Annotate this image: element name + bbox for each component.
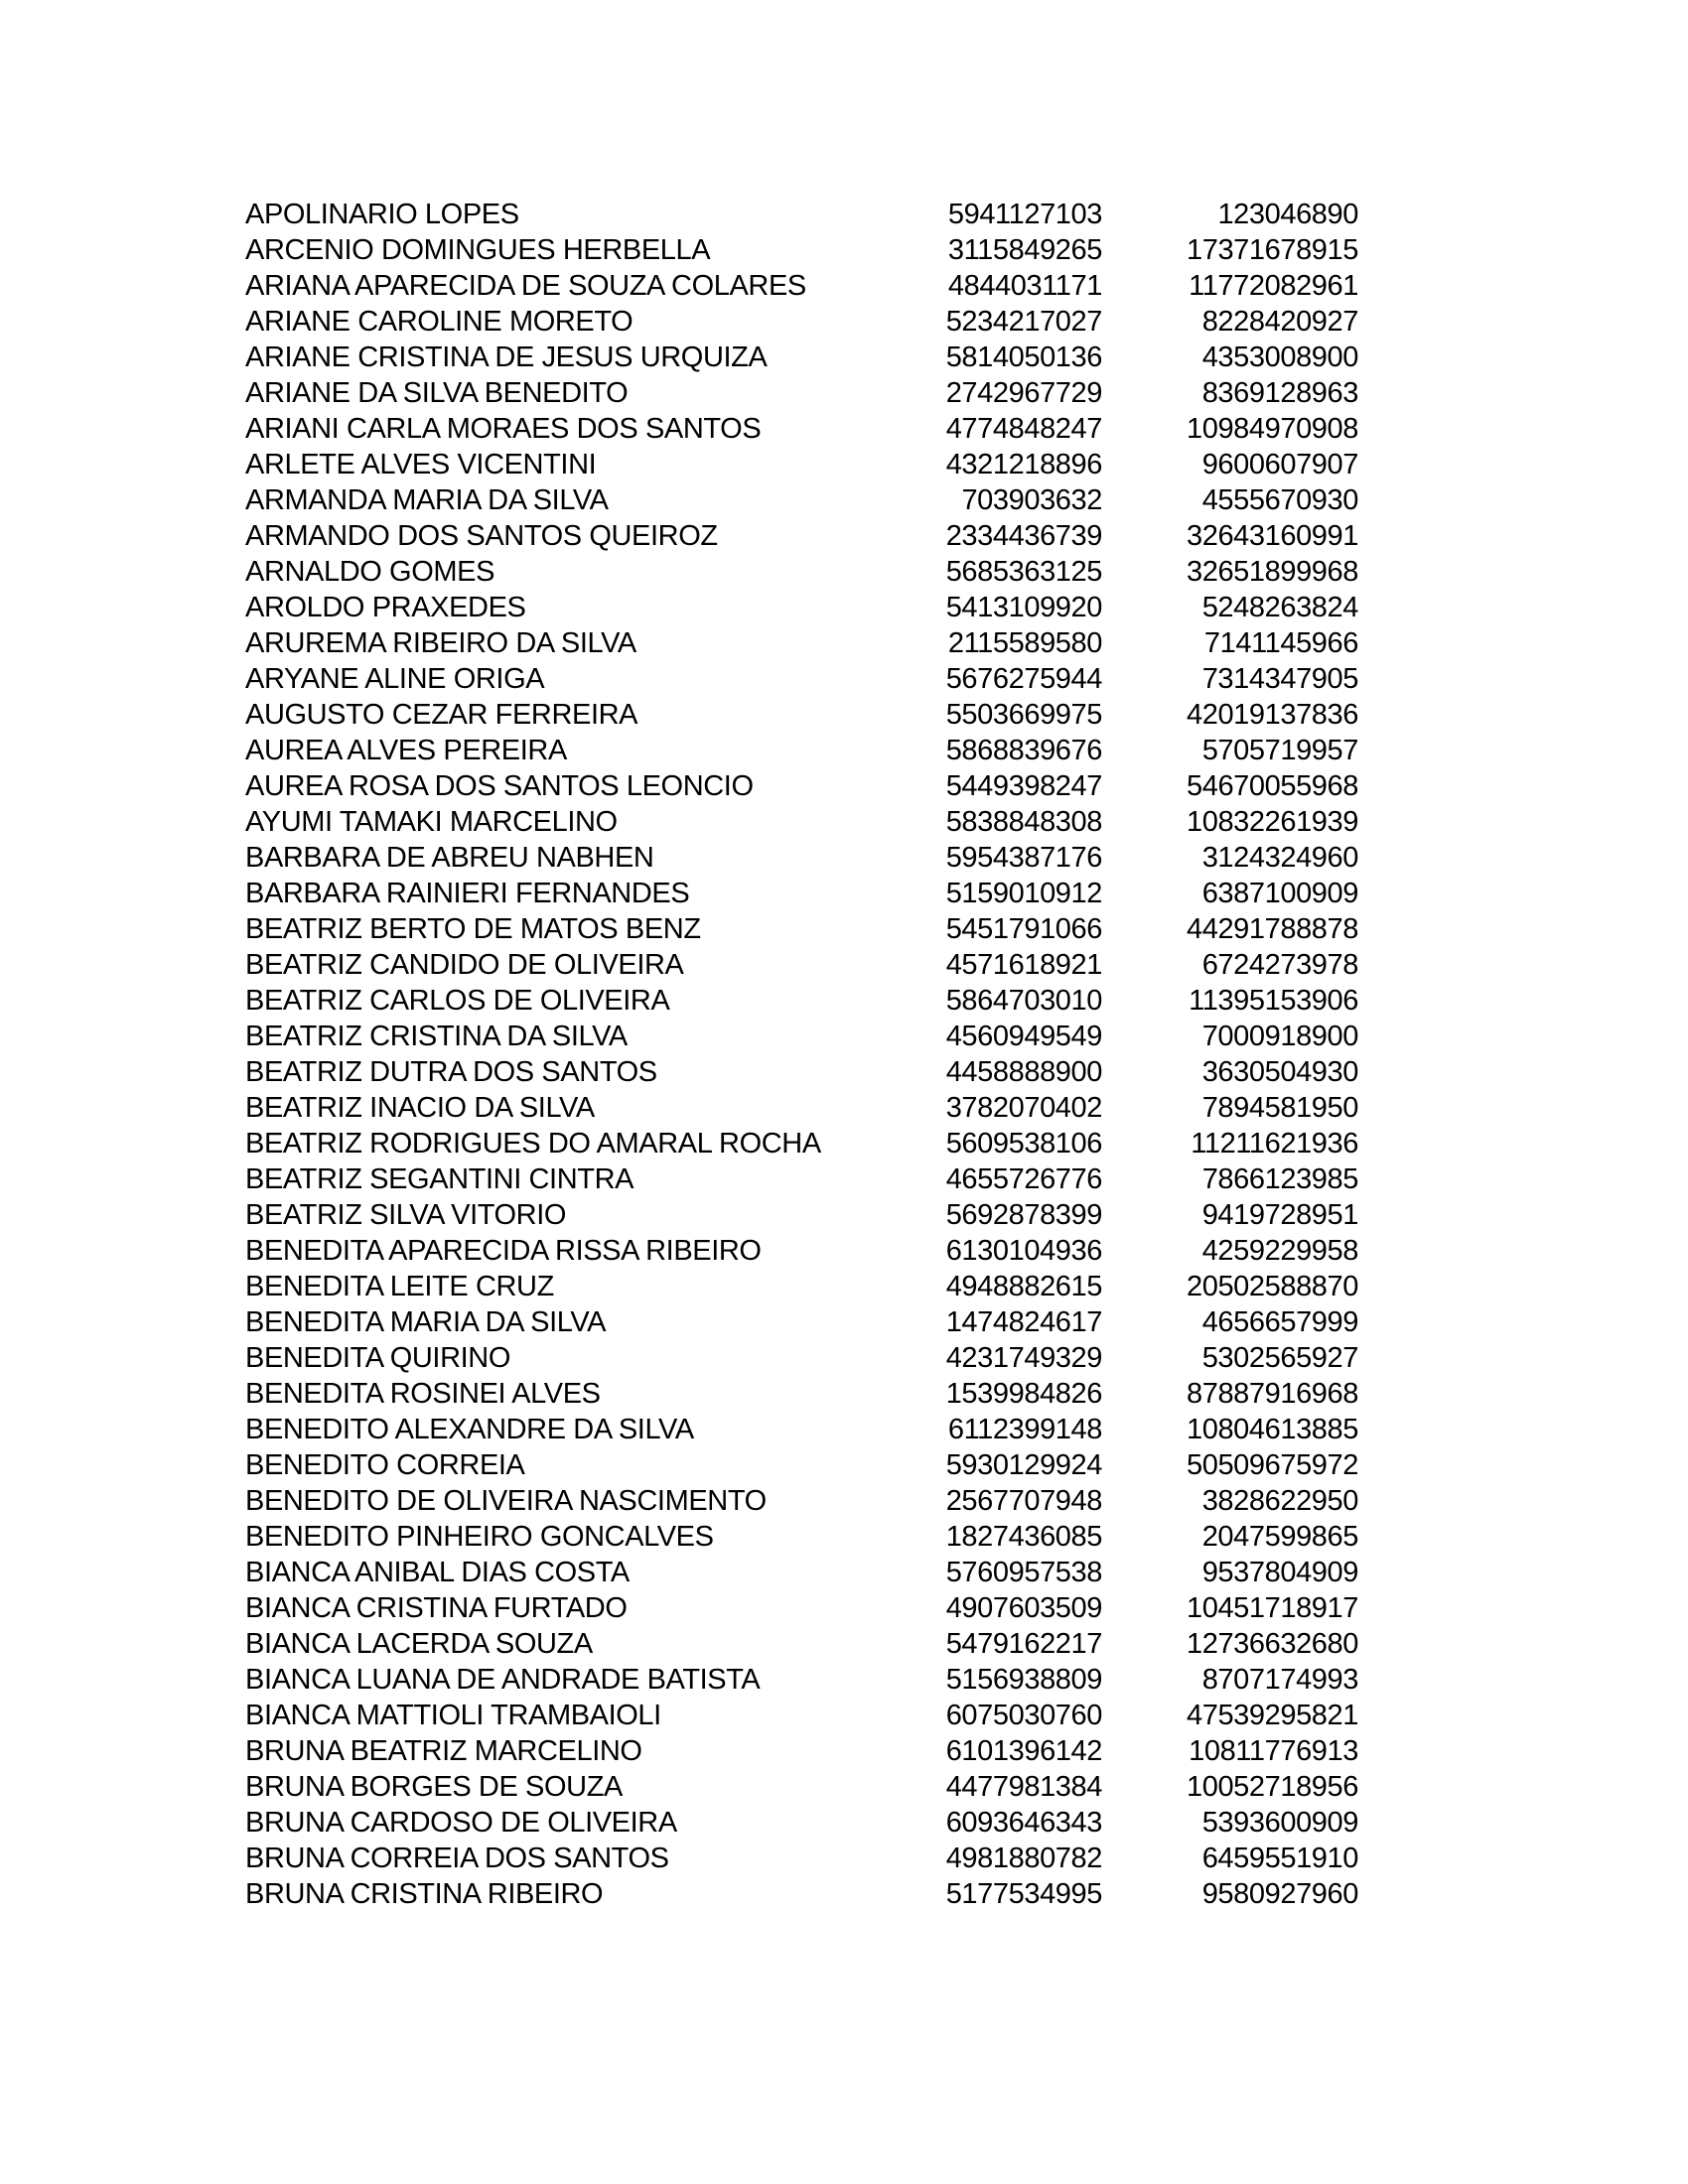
table-row (245, 1197, 1358, 1233)
table-row (245, 304, 1358, 340)
table-row (245, 197, 1358, 232)
person-name-cell: BARBARA RAINIERI FERNANDES (245, 878, 690, 909)
person-name-cell: BEATRIZ BERTO DE MATOS BENZ (245, 913, 701, 945)
table-row (245, 1376, 1358, 1412)
number-a-cell: 5868839676 (945, 735, 1102, 766)
number-a-cell: 2567707948 (945, 1485, 1102, 1517)
table-row (245, 840, 1358, 876)
number-b-cell: 11395153906 (1189, 985, 1358, 1017)
table-row (245, 625, 1358, 661)
number-b-cell: 10052718956 (1186, 1771, 1358, 1803)
number-a-cell: 1827436085 (945, 1521, 1102, 1553)
person-name-cell: BENEDITA LEITE CRUZ (245, 1271, 554, 1302)
number-b-cell: 9537804909 (1201, 1557, 1358, 1588)
number-b-cell: 4259229958 (1201, 1235, 1358, 1267)
number-a-cell: 5156938809 (945, 1664, 1102, 1696)
person-name-cell: BARBARA DE ABREU NABHEN (245, 842, 654, 874)
number-a-cell: 5676275944 (945, 663, 1102, 695)
table-row (245, 1304, 1358, 1340)
number-a-cell: 6075030760 (945, 1700, 1102, 1731)
table-row (245, 518, 1358, 554)
number-b-cell: 123046890 (1217, 199, 1358, 230)
table-row (245, 1733, 1358, 1769)
table-row (245, 1519, 1358, 1555)
table-row (245, 876, 1358, 911)
person-name-cell: BRUNA CORREIA DOS SANTOS (245, 1843, 669, 1874)
person-name-cell: ARMANDO DOS SANTOS QUEIROZ (245, 520, 718, 552)
number-b-cell: 5248263824 (1201, 592, 1358, 623)
person-name-cell: BEATRIZ INACIO DA SILVA (245, 1092, 595, 1124)
number-a-cell: 4321218896 (945, 449, 1102, 480)
number-a-cell: 2115589580 (947, 627, 1102, 659)
number-b-cell: 10804613885 (1186, 1414, 1358, 1445)
person-name-cell: BENEDITO PINHEIRO GONCALVES (245, 1521, 714, 1553)
person-name-cell: BEATRIZ DUTRA DOS SANTOS (245, 1056, 657, 1088)
person-name-cell: BEATRIZ CARLOS DE OLIVEIRA (245, 985, 670, 1017)
number-a-cell: 1539984826 (945, 1378, 1102, 1410)
person-name-cell: ARIANE CAROLINE MORETO (245, 306, 633, 338)
number-a-cell: 6093646343 (945, 1807, 1102, 1839)
person-name-cell: ARMANDA MARIA DA SILVA (245, 484, 609, 516)
table-row (245, 768, 1358, 804)
number-b-cell: 6387100909 (1201, 878, 1358, 909)
person-name-cell: ARCENIO DOMINGUES HERBELLA (245, 234, 711, 266)
table-row (245, 733, 1358, 768)
number-b-cell: 7141145966 (1203, 627, 1358, 659)
table-row (245, 1269, 1358, 1304)
number-b-cell: 17371678915 (1186, 234, 1358, 266)
table-row (245, 1769, 1358, 1805)
table-row (245, 1090, 1358, 1126)
number-b-cell: 6724273978 (1201, 949, 1358, 981)
person-name-cell: APOLINARIO LOPES (245, 199, 519, 230)
number-a-cell: 5692878399 (945, 1199, 1102, 1231)
table-row (245, 1233, 1358, 1269)
number-a-cell: 703903632 (961, 484, 1102, 516)
table-row (245, 268, 1358, 304)
person-name-cell: AUREA ROSA DOS SANTOS LEONCIO (245, 770, 754, 802)
number-a-cell: 4907603509 (945, 1592, 1102, 1624)
number-b-cell: 44291788878 (1186, 913, 1358, 945)
number-a-cell: 5838848308 (945, 806, 1102, 838)
table-row (245, 1876, 1358, 1912)
number-a-cell: 4571618921 (945, 949, 1102, 981)
number-b-cell: 8369128963 (1201, 377, 1358, 409)
number-a-cell: 4458888900 (945, 1056, 1102, 1088)
number-a-cell: 4774848247 (945, 413, 1102, 445)
person-name-cell: BIANCA LUANA DE ANDRADE BATISTA (245, 1664, 761, 1696)
number-a-cell: 5413109920 (945, 592, 1102, 623)
table-row (245, 911, 1358, 947)
person-name-cell: AUREA ALVES PEREIRA (245, 735, 567, 766)
number-a-cell: 5451791066 (945, 913, 1102, 945)
person-name-cell: BENEDITO CORREIA (245, 1449, 525, 1481)
table-row (245, 697, 1358, 733)
number-a-cell: 1474824617 (945, 1306, 1102, 1338)
number-a-cell: 5449398247 (945, 770, 1102, 802)
person-name-cell: BEATRIZ RODRIGUES DO AMARAL ROCHA (245, 1128, 821, 1160)
table-row (245, 1555, 1358, 1590)
number-a-cell: 2742967729 (945, 377, 1102, 409)
number-b-cell: 11772082961 (1189, 270, 1358, 302)
table-row (245, 983, 1358, 1019)
person-name-cell: AYUMI TAMAKI MARCELINO (245, 806, 618, 838)
table-row (245, 232, 1358, 268)
person-name-cell: BEATRIZ SEGANTINI CINTRA (245, 1163, 634, 1195)
number-a-cell: 4948882615 (945, 1271, 1102, 1302)
number-b-cell: 42019137836 (1186, 699, 1358, 731)
number-a-cell: 4231749329 (945, 1342, 1102, 1374)
number-b-cell: 10984970908 (1186, 413, 1358, 445)
table-row (245, 1447, 1358, 1483)
table-row (245, 340, 1358, 375)
table-row (245, 1054, 1358, 1090)
number-a-cell: 4655726776 (945, 1163, 1102, 1195)
number-b-cell: 3828622950 (1201, 1485, 1358, 1517)
number-b-cell: 32651899968 (1186, 556, 1358, 588)
table-row (245, 804, 1358, 840)
person-name-cell: ARUREMA RIBEIRO DA SILVA (245, 627, 636, 659)
number-a-cell: 5503669975 (945, 699, 1102, 731)
number-b-cell: 7894581950 (1201, 1092, 1358, 1124)
table-row (245, 1340, 1358, 1376)
person-name-cell: ARIANI CARLA MORAES DOS SANTOS (245, 413, 762, 445)
number-b-cell: 11211621936 (1191, 1128, 1358, 1160)
person-name-cell: AROLDO PRAXEDES (245, 592, 526, 623)
number-b-cell: 9600607907 (1201, 449, 1358, 480)
number-a-cell: 5814050136 (945, 341, 1102, 373)
number-a-cell: 5234217027 (945, 306, 1102, 338)
number-a-cell: 5177534995 (945, 1878, 1102, 1910)
person-name-cell: BRUNA CARDOSO DE OLIVEIRA (245, 1807, 677, 1839)
person-name-cell: BIANCA ANIBAL DIAS COSTA (245, 1557, 630, 1588)
number-b-cell: 7314347905 (1201, 663, 1358, 695)
number-b-cell: 5393600909 (1201, 1807, 1358, 1839)
table-row (245, 1662, 1358, 1698)
person-name-cell: BEATRIZ SILVA VITORIO (245, 1199, 567, 1231)
person-name-cell: BEATRIZ CANDIDO DE OLIVEIRA (245, 949, 684, 981)
number-b-cell: 20502588870 (1186, 1271, 1358, 1302)
person-name-cell: ARYANE ALINE ORIGA (245, 663, 545, 695)
number-a-cell: 4560949549 (945, 1021, 1102, 1052)
number-b-cell: 54670055968 (1186, 770, 1358, 802)
number-a-cell: 5159010912 (945, 878, 1102, 909)
person-name-cell: BRUNA CRISTINA RIBEIRO (245, 1878, 604, 1910)
table-row (245, 482, 1358, 518)
number-a-cell: 4844031171 (947, 270, 1102, 302)
number-b-cell: 6459551910 (1201, 1843, 1358, 1874)
number-a-cell: 5609538106 (945, 1128, 1102, 1160)
table-row (245, 1626, 1358, 1662)
number-a-cell: 5954387176 (945, 842, 1102, 874)
table-row (245, 1019, 1358, 1054)
number-a-cell: 5864703010 (945, 985, 1102, 1017)
number-a-cell: 5941127103 (947, 199, 1102, 230)
number-a-cell: 5930129924 (945, 1449, 1102, 1481)
person-name-cell: BENEDITA ROSINEI ALVES (245, 1378, 601, 1410)
number-b-cell: 3124324960 (1201, 842, 1358, 874)
number-b-cell: 8228420927 (1201, 306, 1358, 338)
number-a-cell: 4477981384 (945, 1771, 1102, 1803)
number-b-cell: 4353008900 (1201, 341, 1358, 373)
table-row (245, 1412, 1358, 1447)
table-row (245, 1841, 1358, 1876)
number-b-cell: 50509675972 (1186, 1449, 1358, 1481)
person-name-cell: BIANCA CRISTINA FURTADO (245, 1592, 628, 1624)
person-name-cell: BEATRIZ CRISTINA DA SILVA (245, 1021, 628, 1052)
number-b-cell: 5302565927 (1201, 1342, 1358, 1374)
table-row (245, 1698, 1358, 1733)
number-b-cell: 10451718917 (1186, 1592, 1358, 1624)
person-name-cell: AUGUSTO CEZAR FERREIRA (245, 699, 638, 731)
number-b-cell: 12736632680 (1186, 1628, 1358, 1660)
person-name-cell: ARIANE DA SILVA BENEDITO (245, 377, 629, 409)
table-row (245, 447, 1358, 482)
number-a-cell: 6130104936 (945, 1235, 1102, 1267)
number-b-cell: 7866123985 (1201, 1163, 1358, 1195)
table-row (245, 590, 1358, 625)
number-a-cell: 5685363125 (945, 556, 1102, 588)
number-a-cell: 2334436739 (945, 520, 1102, 552)
number-b-cell: 7000918900 (1201, 1021, 1358, 1052)
person-name-cell: BRUNA BORGES DE SOUZA (245, 1771, 623, 1803)
number-a-cell: 6112399148 (947, 1414, 1102, 1445)
table-row (245, 661, 1358, 697)
number-a-cell: 5479162217 (945, 1628, 1102, 1660)
number-b-cell: 9580927960 (1201, 1878, 1358, 1910)
records-list (245, 197, 1358, 1912)
person-name-cell: BRUNA BEATRIZ MARCELINO (245, 1735, 642, 1767)
person-name-cell: BIANCA LACERDA SOUZA (245, 1628, 593, 1660)
person-name-cell: BIANCA MATTIOLI TRAMBAIOLI (245, 1700, 661, 1731)
number-b-cell: 87887916968 (1186, 1378, 1358, 1410)
number-b-cell: 9419728951 (1201, 1199, 1358, 1231)
number-a-cell: 4981880782 (945, 1843, 1102, 1874)
table-row (245, 554, 1358, 590)
person-name-cell: ARLETE ALVES VICENTINI (245, 449, 597, 480)
person-name-cell: ARNALDO GOMES (245, 556, 495, 588)
person-name-cell: BENEDITA MARIA DA SILVA (245, 1306, 607, 1338)
number-b-cell: 8707174993 (1201, 1664, 1358, 1696)
table-row (245, 1805, 1358, 1841)
person-name-cell: BENEDITA QUIRINO (245, 1342, 510, 1374)
number-a-cell: 5760957538 (945, 1557, 1102, 1588)
number-b-cell: 4656657999 (1201, 1306, 1358, 1338)
table-row (245, 1483, 1358, 1519)
person-name-cell: ARIANA APARECIDA DE SOUZA COLARES (245, 270, 806, 302)
number-b-cell: 3630504930 (1201, 1056, 1358, 1088)
number-b-cell: 32643160991 (1186, 520, 1358, 552)
person-name-cell: BENEDITA APARECIDA RISSA RIBEIRO (245, 1235, 762, 1267)
number-b-cell: 47539295821 (1186, 1700, 1358, 1731)
person-name-cell: BENEDITO DE OLIVEIRA NASCIMENTO (245, 1485, 767, 1517)
number-b-cell: 4555670930 (1201, 484, 1358, 516)
number-b-cell: 5705719957 (1201, 735, 1358, 766)
number-b-cell: 10811776913 (1189, 1735, 1358, 1767)
number-a-cell: 6101396142 (945, 1735, 1102, 1767)
number-a-cell: 3115849265 (947, 234, 1102, 266)
person-name-cell: ARIANE CRISTINA DE JESUS URQUIZA (245, 341, 768, 373)
number-b-cell: 2047599865 (1201, 1521, 1358, 1553)
table-row (245, 375, 1358, 411)
table-row (245, 1590, 1358, 1626)
number-a-cell: 3782070402 (945, 1092, 1102, 1124)
table-row (245, 1126, 1358, 1161)
table-row (245, 947, 1358, 983)
person-name-cell: BENEDITO ALEXANDRE DA SILVA (245, 1414, 694, 1445)
table-row (245, 411, 1358, 447)
number-b-cell: 10832261939 (1186, 806, 1358, 838)
table-row (245, 1161, 1358, 1197)
